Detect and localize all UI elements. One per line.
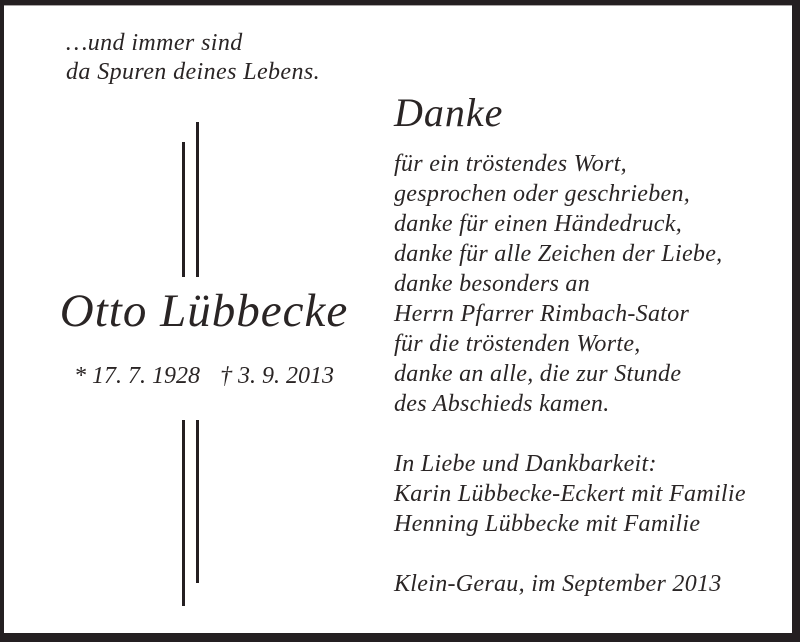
thanks-heading: Danke	[394, 90, 504, 135]
closing-line: Karin Lübbecke-Eckert mit Familie	[394, 481, 746, 507]
thanks-line: danke besonders an	[394, 271, 591, 297]
thanks-line: danke an alle, die zur Stunde	[394, 361, 682, 387]
decorative-line-bottom-right	[196, 420, 199, 583]
thanks-line: gesprochen oder geschrieben,	[394, 181, 691, 207]
thanks-line: für die tröstenden Worte,	[394, 331, 641, 357]
decorative-line-bottom-left	[182, 420, 185, 606]
thanks-text	[394, 149, 723, 419]
death-date: † 3. 9. 2013	[220, 363, 334, 389]
thanks-line: danke für alle Zeichen der Liebe,	[394, 241, 723, 267]
epigraph-line-2: da Spuren deines Lebens.	[66, 59, 321, 85]
closing-line: Henning Lübbecke mit Familie	[394, 511, 701, 537]
thanks-line: für ein tröstendes Wort,	[394, 151, 627, 177]
birth-date: * 17. 7. 1928	[74, 363, 200, 389]
thanks-line: danke für einen Händedruck,	[394, 211, 683, 237]
epigraph-line-1: …und immer sind	[66, 30, 243, 56]
epigraph	[66, 29, 320, 87]
closing-text	[394, 449, 746, 539]
deceased-name: Otto Lübbecke	[59, 285, 349, 337]
decorative-line-top-left	[182, 142, 185, 277]
closing-line: In Liebe und Dankbarkeit:	[394, 451, 657, 477]
life-dates	[12, 363, 396, 390]
thanks-line: Herrn Pfarrer Rimbach-Sator	[394, 301, 690, 327]
thanks-line: des Abschieds kamen.	[394, 391, 610, 417]
place-date: Klein-Gerau, im September 2013	[394, 571, 722, 597]
decorative-line-top-right	[196, 122, 199, 277]
